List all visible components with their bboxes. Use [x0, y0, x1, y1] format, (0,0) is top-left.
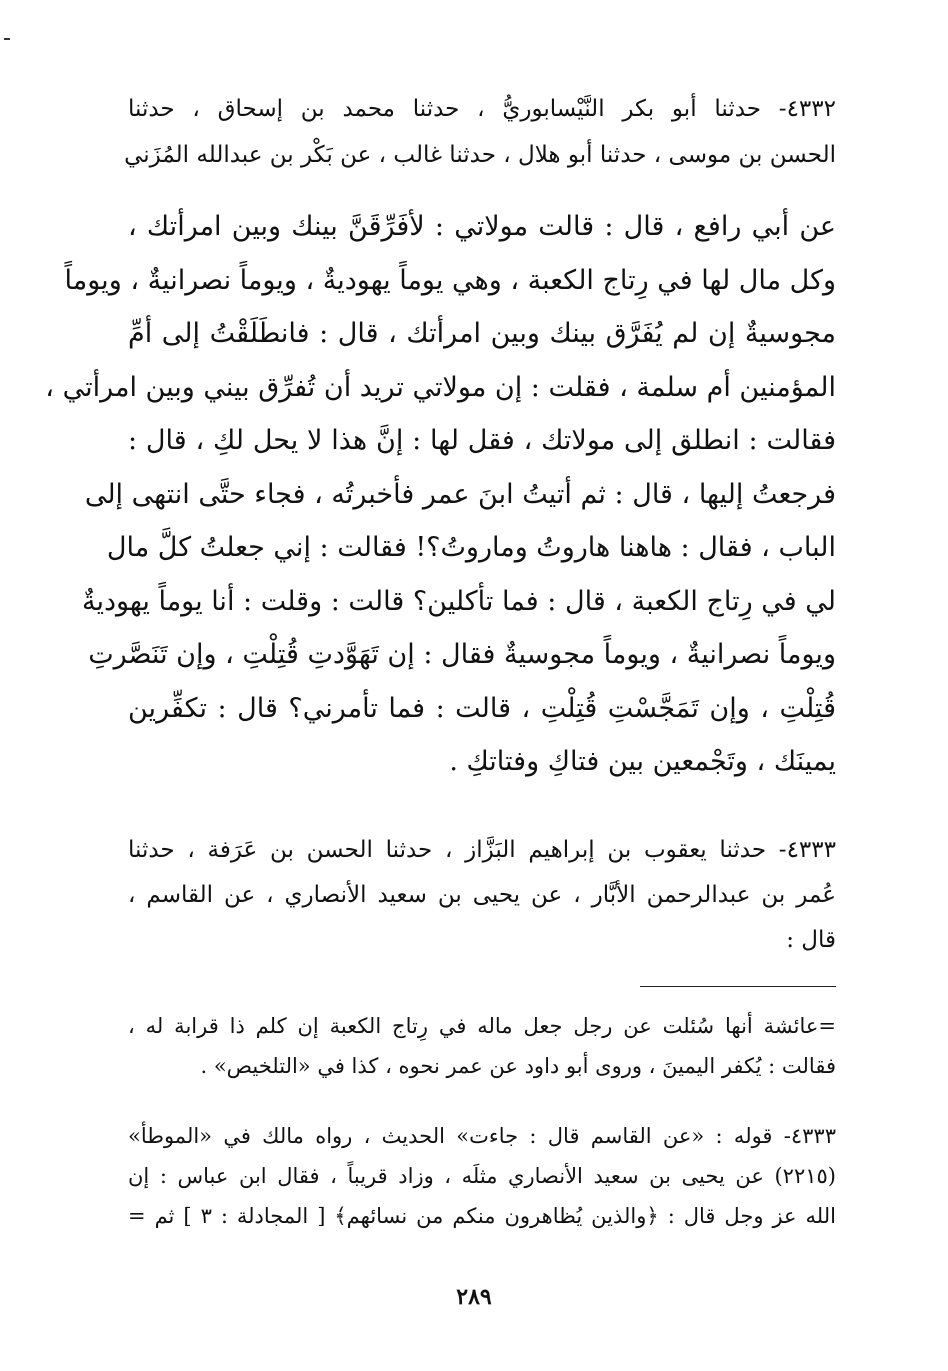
- text-line: ٤٣٣٢- حدثنا أبو بكر النَّيْسابوريُّ ، حدثنا محمد بن إسحاق ، حدثنا: [128, 96, 836, 122]
- text-line: عن أبي رافع ، قال : قالت مولاتي : لأفَرِّقَنَّ بينك وبين امرأتك ،: [128, 211, 836, 242]
- text-line: لي في رِتاج الكعبة ، قال : فما تأكلين؟ قالت : وقلت : أنا يوماً يهوديةٌ: [81, 585, 836, 617]
- text-line: قُتِلْتِ ، وإن تَمَجَّسْتِ قُتِلْتِ ، قالت : فما تأمرني؟ قال : تكفِّرين: [128, 692, 836, 724]
- text-line: الباب ، فقال : هاهنا هاروتُ وماروتُ؟! فقالت : إني جعلتُ كلَّ مال: [106, 532, 836, 563]
- footnote-continuation: [128, 1006, 836, 1086]
- footnote-line: =عائشة أنها سُئلت عن رجل جعل ماله في رِتاج الكعبة إن كلم ذا قرابة له ،: [128, 1014, 836, 1038]
- text-line: فرجعتُ إليها ، قال : ثم أتيتُ ابنَ عمر فأخبرتُه ، فجاء حتَّى انتهى إلى: [84, 478, 836, 510]
- footnote-line: (٢٢١٥) عن يحيى بن سعيد الأنصاري مثلَه ، وزاد قريباً ، فقال ابن عباس : إن: [128, 1164, 836, 1188]
- text-line: مجوسيةٌ إن لم يُفَرَّق بينك وبين امرأتك ، قال : فانطَلَقْتُ إلى أمِّ: [128, 318, 836, 349]
- hadith-4333: [128, 828, 836, 963]
- footnote-4333: [128, 1116, 836, 1236]
- text-line: المؤمنين أم سلمة ، فقلت : إن مولاتي تريد أن تُفرِّق بيني وبين امرأتي ،: [45, 371, 836, 403]
- footnote-line: ٤٣٣٣- قوله : «عن القاسم قال : جاءت» الحديث ، رواه مالك في «الموطأ»: [128, 1124, 836, 1148]
- footnote-divider: [640, 986, 836, 987]
- text-line: ويوماً نصرانيةٌ ، ويوماً مجوسيةٌ فقال : إن تَهَوَّدتِ قُتِلْتِ ، وإن تَنَصَّرتِ: [88, 639, 836, 670]
- hadith-4332-isnad: [124, 86, 836, 178]
- scan-mark: [4, 38, 10, 40]
- text-line: وكل مال لها في رِتاج الكعبة ، وهي يوماً يهوديةٌ ، ويوماً نصرانيةٌ ، ويوماً: [64, 264, 836, 296]
- text-line: يمينَك ، وتَجْمعين بين فتاكِ وفتاتكِ .: [449, 746, 836, 777]
- text-line: ٤٣٣٣- حدثنا يعقوب بن إبراهيم البَزَّاز ، حدثنا الحسن بن عَرَفة ، حدثنا: [128, 837, 836, 863]
- text-line: فقالت : انطلق إلى مولاتك ، فقل لها : إنَّ هذا لا يحل لكِ ، قال :: [128, 425, 836, 456]
- text-line: الحسن بن موسى ، حدثنا أبو هلال ، حدثنا غالب ، عن بَكْر بن عبدالله المُزَني: [124, 142, 836, 168]
- text-line: عُمر بن عبدالرحمن الأبَّار ، عن يحيى بن سعيد الأنصاري ، عن القاسم ،: [128, 882, 836, 908]
- footnote-line: فقالت : يُكفر اليمينَ ، وروى أبو داود عن عمر نحوه ، كذا في «التلخيص» .: [200, 1054, 836, 1078]
- text-line: قال :: [786, 927, 836, 953]
- hadith-4332-matn: [45, 200, 836, 789]
- footnote-line: الله عز وجل قال : ﴿والذين يُظاهرون منكم من نسائهم﴾ [ المجادلة : ٣ ] ثم =: [128, 1204, 836, 1228]
- page-number: ٢٨٩: [456, 1284, 492, 1310]
